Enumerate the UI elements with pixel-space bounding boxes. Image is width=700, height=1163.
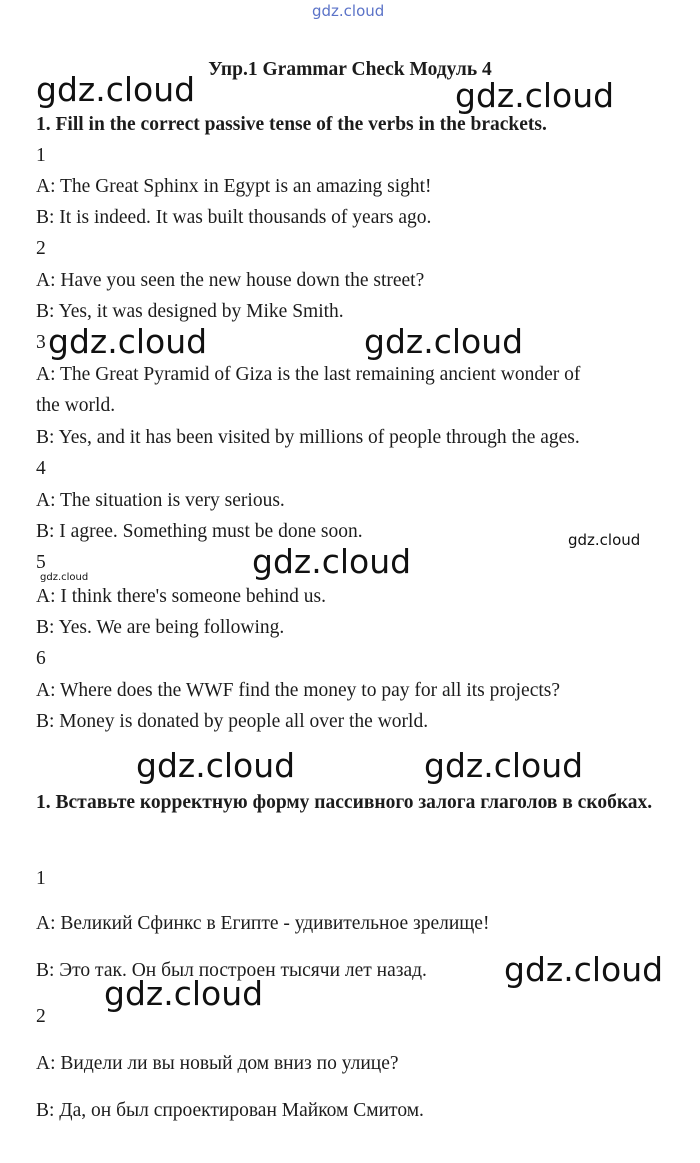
en-line-a-2: A: Have you seen the new house down the street? bbox=[36, 270, 425, 291]
en-line-a-1: A: The Great Sphinx in Egypt is an amazing sight! bbox=[36, 176, 432, 197]
en-number-1: 1 bbox=[36, 145, 46, 166]
ru-line-a-2: А: Видели ли вы новый дом вниз по улице? bbox=[36, 1053, 399, 1074]
watermark-9: gdz.cloud bbox=[424, 746, 584, 785]
en-number-2: 2 bbox=[36, 238, 46, 259]
en-number-6: 6 bbox=[36, 648, 46, 669]
watermark-11: gdz.cloud bbox=[104, 974, 264, 1013]
watermark-4: gdz.cloud bbox=[364, 322, 524, 361]
ru-line-a-1: А: Великий Сфинкс в Египте - удивительное зрелище! bbox=[36, 913, 490, 934]
watermark-10: gdz.cloud bbox=[504, 950, 664, 989]
en-number-4: 4 bbox=[36, 458, 46, 479]
ru-number-1: 1 bbox=[36, 868, 46, 889]
en-line-a-4: A: The situation is very serious. bbox=[36, 490, 285, 511]
en-task-heading: 1. Fill in the correct passive tense of the verbs in the brackets. bbox=[36, 114, 547, 135]
en-line-b-4: B: I agree. Something must be done soon. bbox=[36, 521, 363, 542]
en-line-b-1: B: It is indeed. It was built thousands of years ago. bbox=[36, 207, 432, 228]
ru-number-2: 2 bbox=[36, 1006, 46, 1027]
en-number-5: 5 bbox=[36, 552, 46, 573]
ru-line-b-2: В: Да, он был спроектирован Майком Смитом. bbox=[36, 1100, 424, 1121]
watermark-7: gdz.cloud bbox=[40, 572, 89, 583]
watermark-8: gdz.cloud bbox=[136, 746, 296, 785]
watermark-5: gdz.cloud bbox=[568, 531, 641, 549]
en-line-a-5: A: I think there's someone behind us. bbox=[36, 586, 327, 607]
watermark-1: gdz.cloud bbox=[36, 70, 196, 109]
ru-line-b-1: В: Это так. Он был построен тысячи лет назад. bbox=[36, 960, 427, 981]
en-number-3: 3 bbox=[36, 332, 46, 353]
en-line-b-6: B: Money is donated by people all over the world. bbox=[36, 711, 429, 732]
en-line-a-3-cont: the world. bbox=[36, 395, 116, 416]
page-title: Упр.1 Grammar Check Модуль 4 bbox=[208, 59, 492, 80]
en-line-a-3: A: The Great Pyramid of Giza is the last remaining ancient wonder of bbox=[36, 364, 581, 385]
watermark-6: gdz.cloud bbox=[252, 542, 412, 581]
watermark-3: gdz.cloud bbox=[48, 322, 208, 361]
en-line-b-3: B: Yes, and it has been visited by millions of people through the ages. bbox=[36, 427, 580, 448]
en-line-b-2: B: Yes, it was designed by Mike Smith. bbox=[36, 301, 344, 322]
watermark-top: gdz.cloud bbox=[312, 2, 385, 20]
watermark-2: gdz.cloud bbox=[455, 76, 615, 115]
en-line-b-5: B: Yes. We are being following. bbox=[36, 617, 285, 638]
en-line-a-6: A: Where does the WWF find the money to pay for all its projects? bbox=[36, 680, 561, 701]
ru-task-heading: 1. Вставьте корректную форму пассивного залога глаголов в скобках. bbox=[36, 792, 653, 813]
